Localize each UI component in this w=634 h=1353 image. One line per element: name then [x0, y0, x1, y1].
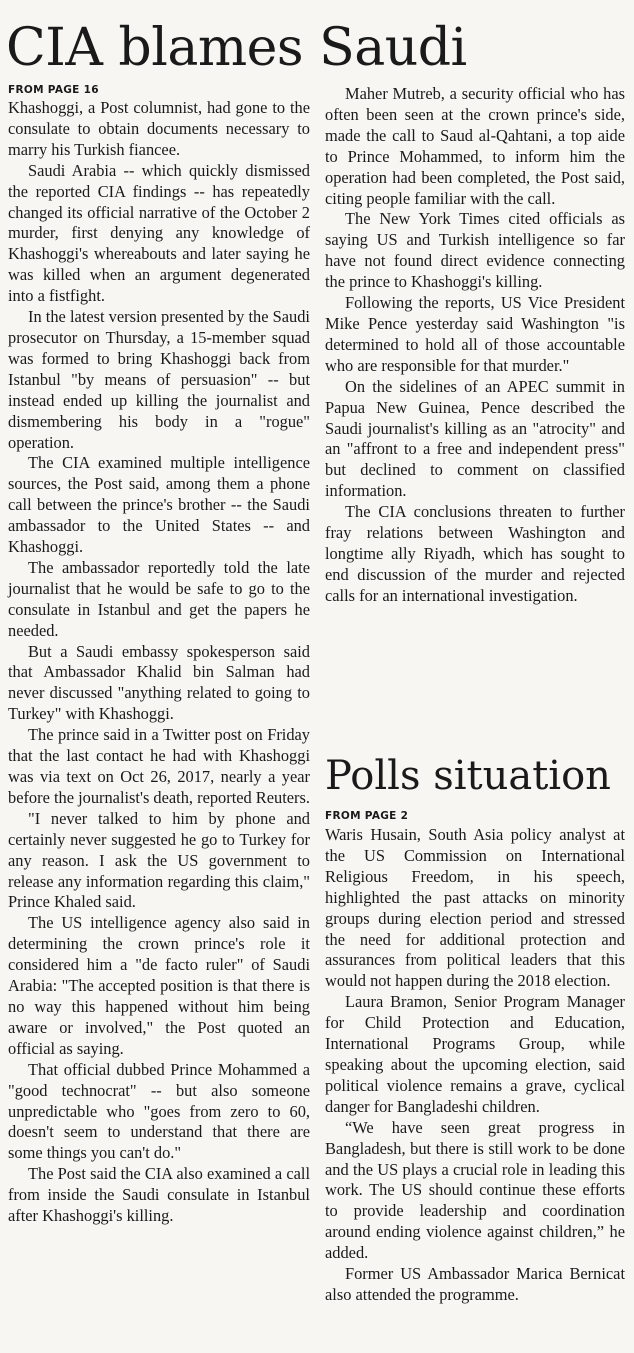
- article1-paragraph: On the sidelines of an APEC summit in Papua New Guinea, Pence described the Saudi journalist's killing as an "atrocity" and an "affront to a free and independent press" but declined to comment on classified information.: [325, 376, 625, 501]
- article1-right-column: [325, 84, 625, 607]
- article2-column: [325, 810, 625, 1306]
- article2-paragraph: “We have seen great progress in Bangladesh, but there is still work to be done and the US plays a crucial role in leading this work. The US should continue these efforts to provide leadership and coordination around ending violence against children,” he added.: [325, 1117, 625, 1263]
- article1-paragraph: But a Saudi embassy spokesperson said that Ambassador Khalid bin Salman had never discussed "anything related to going to Turkey" with Khashoggi.: [8, 641, 310, 724]
- article2-paragraph: Waris Husain, South Asia policy analyst at the US Commission on International Religious Freedom, in his speech, highlighted the past attacks on minority groups during election period and stressed the need for additional protection and assurances from political leaders that this would not happen during the 2018 election.: [325, 825, 625, 991]
- article1-paragraph: Saudi Arabia -- which quickly dismissed the reported CIA findings -- has repeatedly changed its official narrative of the October 2 murder, first denying any knowledge of Khashoggi's whereabouts and later saying he was killed when an argument degenerated into a fistfight.: [8, 160, 310, 306]
- article1-left-column: [8, 84, 310, 1227]
- headline-polls-situation: Polls situation: [325, 753, 611, 799]
- article1-paragraph: The Post said the CIA also examined a call from inside the Saudi consulate in Istanbul after Khashoggi's killing.: [8, 1164, 310, 1226]
- article1-paragraph: Following the reports, US Vice President Mike Pence yesterday said Washington "is determined to hold all of those accountable who are responsible for that murder.": [325, 293, 625, 375]
- article2-paragraph: Former US Ambassador Marica Bernicat also attended the programme.: [325, 1264, 625, 1304]
- article1-paragraph: The CIA examined multiple intelligence sources, the Post said, among them a phone call between the prince's brother -- the Saudi ambassador to the United States -- and Khashoggi.: [8, 453, 310, 557]
- headline-cia-blames-saudi: CIA blames Saudi: [6, 18, 467, 78]
- article1-paragraph: In the latest version presented by the Saudi prosecutor on Thursday, a 15-member squad was formed to bring Khashoggi back from Istanbul "by means of persuasion" -- but instead ended up killing the journalist and dismembering his body in a "rogue" operation.: [8, 307, 310, 452]
- article1-paragraph: The CIA conclusions threaten to further fray relations between Washington and longtime ally Riyadh, which has sought to end discussion of the murder and rejected calls for an international investigation.: [325, 502, 625, 605]
- article1-paragraph: The US intelligence agency also said in determining the crown prince's role it considered him a "de facto ruler" of Saudi Arabia: "The accepted position is that there is no way this happened without him being aware or involved," the Post quoted an official as saying.: [8, 913, 310, 1058]
- article1-paragraph: Khashoggi, a Post columnist, had gone to the consulate to obtain documents necessary to marry his Turkish fiancee.: [8, 98, 310, 159]
- article1-paragraph: The New York Times cited officials as saying US and Turkish intelligence so far have not found direct evidence connecting the prince to Khashoggi's killing.: [325, 209, 625, 292]
- article1-paragraph: "I never talked to him by phone and certainly never suggested he go to Turkey for any reason. I ask the US government to release any information regarding this claim," Prince Khaled said.: [8, 808, 310, 912]
- article1-paragraph: The ambassador reportedly told the late journalist that he would be safe to go to the consulate in Istanbul and get the papers he needed.: [8, 557, 310, 640]
- article1-kicker: FROM PAGE 16: [8, 84, 99, 96]
- article2-paragraph: Laura Bramon, Senior Program Manager for Child Protection and Education, International Programs Group, while speaking about the upcoming election, said political violence remains a grave, cyclical danger for Bangladeshi children.: [325, 992, 625, 1116]
- article1-paragraph: The prince said in a Twitter post on Friday that the last contact he had with Khashoggi was via text on Oct 26, 2017, nearly a year before the journalist's death, reported Reuters.: [8, 725, 310, 807]
- article1-paragraph: Maher Mutreb, a security official who has often been seen at the crown prince's side, made the call to Saud al-Qahtani, a top aide to Prince Mohammed, to inform him the operation had been completed, the Post said, citing people familiar with the call.: [325, 84, 625, 208]
- article1-paragraph: That official dubbed Prince Mohammed a "good technocrat" -- but also someone unpredictable who "goes from zero to 60, doesn't seem to understand that there are some things you can't do.": [8, 1059, 310, 1163]
- article2-kicker: FROM PAGE 2: [325, 810, 409, 822]
